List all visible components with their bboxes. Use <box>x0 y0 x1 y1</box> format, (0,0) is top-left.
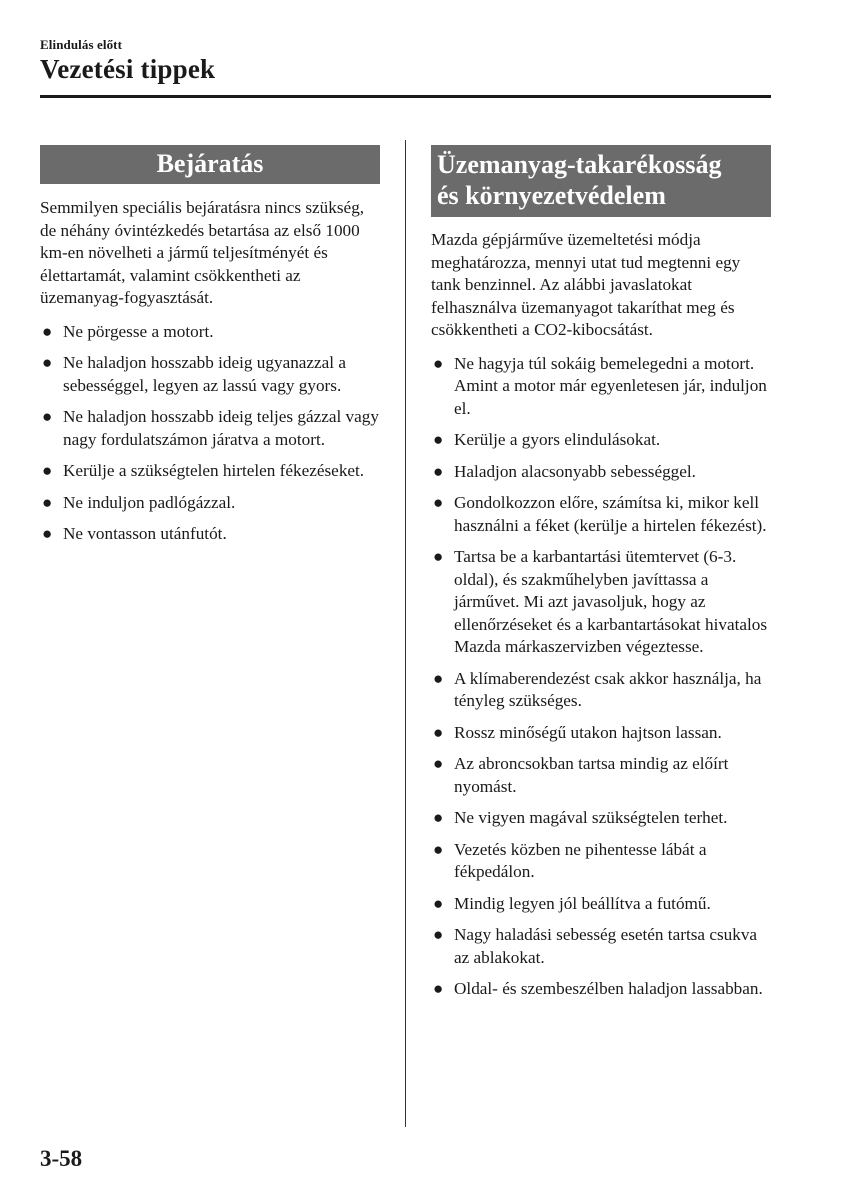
list-item: ● Nagy haladási sebesség esetén tartsa csukva az ablakokat. <box>433 925 758 967</box>
list-item: ● Haladjon alacsonyabb sebességgel. <box>431 461 771 484</box>
bullet-icon: ● <box>42 461 53 480</box>
bullet-icon: ● <box>42 321 53 341</box>
list-item: ● Ne haladjon hosszabb ideig ugyanazzal a sebességgel, legyen az lassú vagy gyors. <box>42 353 347 395</box>
list-item: ● Ne hagyja túl sokáig bemelegedni a motort. Amint a motor már egyenletesen jár, induljon el. <box>433 353 767 418</box>
bullet-icon: ● <box>433 461 444 481</box>
bullet-icon: ● <box>433 547 444 566</box>
bullet-icon: ● <box>433 668 444 688</box>
bullet-icon: ● <box>433 722 444 742</box>
bullet-icon: ● <box>433 893 444 913</box>
list-item: ● Ne vigyen magával szükségtelen terhet. <box>431 807 771 830</box>
list-item: ● Oldal- és szembeszélben haladjon lassabban. <box>431 978 771 1001</box>
bullet-icon: ● <box>433 979 444 998</box>
bullet-icon: ● <box>433 754 444 773</box>
breadcrumb: Elindulás előtt <box>40 37 123 52</box>
list-item: ● Kerülje a szükségtelen hirtelen fékezéseket. <box>40 460 380 483</box>
fuel-economy-intro: Mazda gépjárműve üzemeltetési módja meghatározza, mennyi utat tud megtenni egy tank benzinnel. Az alábbi javaslatokat felhasználva üzemanyagot takaríthat meg és csökkentheti a CO2-kibocsátást. <box>431 230 741 339</box>
bullet-icon: ● <box>42 407 53 426</box>
list-item: ● Ne pörgesse a motort. <box>40 321 380 344</box>
bullet-icon: ● <box>42 353 53 372</box>
section-heading-break-in: Bejáratás <box>40 145 380 184</box>
bullet-icon: ● <box>433 353 444 373</box>
list-item: ● Tartsa be a karbantartási ütemtervet (6-3. oldal), és szakműhelyben javíttassa a járművet. Mi azt javasoljuk, hogy az ellenőrzéseket és a karbantartásokat hivatalos Mazda márkaszervizben végeztesse. <box>433 547 768 656</box>
list-item: ● Az abroncsokban tartsa mindig az előírt nyomást. <box>433 754 729 796</box>
break-in-list <box>40 321 380 546</box>
section-heading-fuel-economy: Üzemanyag-takarékosság és környezetvédelem <box>431 145 771 217</box>
list-item: ● Rossz minőségű utakon hajtson lassan. <box>431 722 771 745</box>
list-item: ● Kerülje a gyors elindulásokat. <box>431 429 771 452</box>
page-number: 3-58 <box>40 1146 83 1171</box>
fuel-economy-list <box>431 353 771 1001</box>
bullet-icon: ● <box>433 925 444 944</box>
column-divider <box>405 140 406 1127</box>
bullet-icon: ● <box>42 524 53 543</box>
bullet-icon: ● <box>42 492 53 512</box>
list-item: ● Gondolkozzon előre, számítsa ki, mikor kell használni a féket (kerülje a hirtelen fékezést). <box>433 493 767 535</box>
list-item: ● Ne haladjon hosszabb ideig teljes gázzal vagy nagy fordulatszámon járatva a motort. <box>42 407 379 449</box>
list-item: ● Vezetés közben ne pihentesse lábát a fékpedálon. <box>433 839 707 881</box>
list-item: ● Ne induljon padlógázzal. <box>40 492 380 515</box>
break-in-intro: Semmilyen speciális bejáratásra nincs szükség, de néhány óvintézkedés betartása az első 1000 km-en növelheti a jármű teljesítményét és élettartamát, valamint csökkentheti az üzemanyag-fogyasztását. <box>40 198 365 307</box>
bullet-icon: ● <box>433 839 444 859</box>
bullet-icon: ● <box>433 808 444 827</box>
fuel-economy-section <box>431 145 771 1001</box>
title-rule <box>40 95 771 98</box>
list-item: ● Mindig legyen jól beállítva a futómű. <box>431 893 771 916</box>
list-item: ● A klímaberendezést csak akkor használja, ha tényleg szükséges. <box>433 668 762 710</box>
page-title: Vezetési tippek <box>40 54 216 84</box>
bullet-icon: ● <box>433 493 444 512</box>
bullet-icon: ● <box>433 430 444 449</box>
break-in-section <box>40 145 380 546</box>
list-item: ● Ne vontasson utánfutót. <box>40 523 380 546</box>
